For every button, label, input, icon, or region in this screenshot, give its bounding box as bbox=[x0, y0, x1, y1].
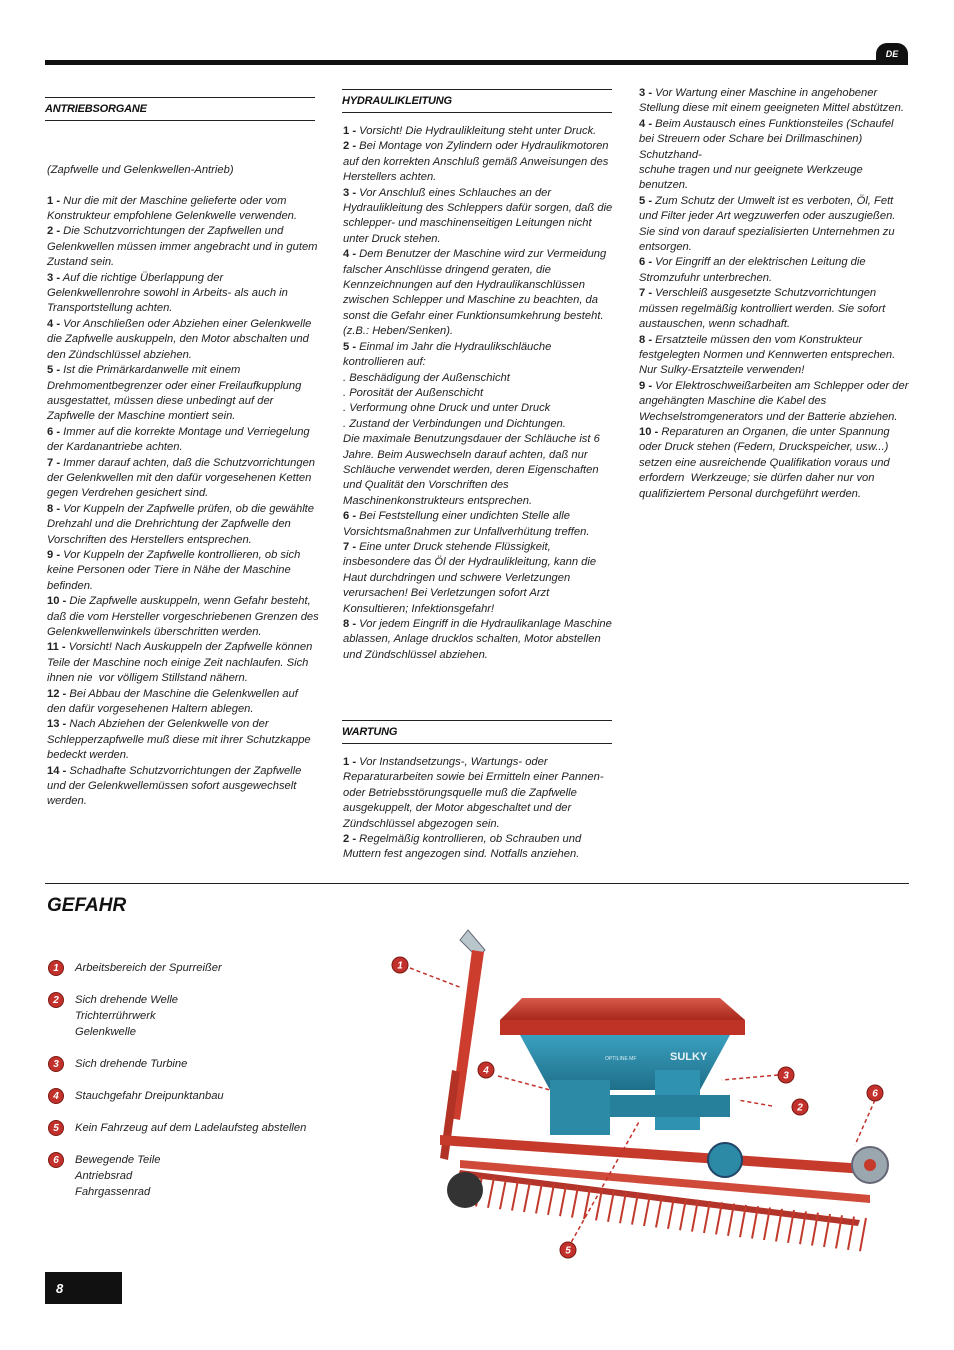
list-item bbox=[343, 755, 615, 832]
legend-item bbox=[48, 1152, 160, 1200]
item-number: 1 - bbox=[47, 194, 61, 207]
tine bbox=[500, 1179, 506, 1209]
list-item bbox=[47, 425, 319, 456]
list-item bbox=[639, 333, 911, 379]
section-divider bbox=[45, 883, 909, 884]
item-number: 3 - bbox=[639, 87, 653, 99]
item-number: 3 - bbox=[343, 186, 357, 199]
list-item bbox=[47, 640, 319, 686]
list-item bbox=[47, 764, 319, 810]
item-number: 2 - bbox=[343, 833, 357, 846]
item-text: Vor Kuppeln der Zapfwelle prüfen, ob die gewählte Drehzahl und die Drehrichtung der Zapfwelle den Vorschriften des Herstellers entsprechen. bbox=[47, 502, 318, 546]
item-number: 7 - bbox=[47, 456, 61, 469]
section-heading-hydraulikleitung: HYDRAULIKLEITUNG bbox=[342, 89, 612, 113]
list-item bbox=[639, 425, 911, 502]
callout-number: 1 bbox=[397, 960, 403, 972]
legend-item bbox=[48, 1120, 306, 1136]
list-item bbox=[47, 224, 319, 270]
list-item bbox=[47, 456, 319, 502]
legend-number-badge: 1 bbox=[48, 960, 64, 976]
legend-item bbox=[48, 992, 178, 1040]
item-text: Nach Abziehen der Gelenkwelle von der Schlepperzapfwelle muß diese mit ihrer Schutzkappe bedeckt werden. bbox=[47, 718, 314, 762]
callout-number: 3 bbox=[783, 1070, 789, 1082]
legend-number-badge: 5 bbox=[48, 1120, 64, 1136]
harrow-tines bbox=[464, 1175, 866, 1251]
tine bbox=[608, 1191, 614, 1222]
antriebsorgane-text bbox=[47, 132, 322, 810]
item-number: 8 - bbox=[343, 618, 357, 630]
legend-number-badge: 4 bbox=[48, 1088, 64, 1104]
brand-label: SULKY bbox=[670, 1051, 708, 1063]
callout-number: 5 bbox=[565, 1245, 571, 1257]
item-text: Vorsicht! Die Hydraulikleitung steht unter Druck. bbox=[356, 125, 597, 137]
list-item bbox=[343, 139, 615, 185]
top-rule bbox=[45, 60, 907, 65]
list-item bbox=[343, 247, 615, 339]
item-number: 5 - bbox=[343, 340, 357, 353]
item-number: 6 - bbox=[639, 256, 653, 269]
callout-badge bbox=[560, 1242, 576, 1258]
item-number: 4 - bbox=[639, 117, 653, 130]
hydraulikleitung-text bbox=[343, 124, 615, 663]
callout-badge bbox=[778, 1067, 794, 1083]
item-number: 4 - bbox=[47, 317, 61, 330]
legend-text: Kein Fahrzeug auf dem Ladelaufsteg abstellen bbox=[75, 1122, 307, 1134]
legend-text: Stauchgefahr Dreipunktanbau bbox=[75, 1090, 224, 1102]
list-item bbox=[47, 363, 319, 425]
list-item bbox=[343, 186, 615, 248]
section-heading-antriebsorgane: ANTRIEBSORGANE bbox=[45, 97, 315, 121]
item-text: Vor Eingriff an der elektrischen Leitung die Stromzufuhr unterbrechen. bbox=[639, 256, 869, 284]
item-text: Vor Anschließen oder Abziehen einer Gelenkwelle die Zapfwelle auskuppeln, den Motor abschalten und den Zündschlüssel abziehen. bbox=[47, 317, 315, 361]
item-text: Einmal im Jahr die Hydraulikschläuche kontrollieren auf: . Beschädigung der Außenschicht . Porosität der Außenschicht . Verformung ohne Druck und unter Druck . Zustand der Verbindungen und Dichtungen. Die maximale Benutzungsdauer der Schläuche ist 6 Jahre. Beim Auswechseln darauf achten, daß nur Schläuche verwendet werden, deren Eigenschaften und Qualität den Vorschriften des Maschinenkonstrukteurs entsprechen. bbox=[343, 340, 600, 507]
tine bbox=[560, 1185, 566, 1216]
item-text: Vorsicht! Nach Auskuppeln der Zapfwelle können Teile der Maschine noch einige Zeit nachlaufen. Sich ihnen nie vor völligem Stillstand nähern. bbox=[47, 641, 316, 685]
item-number: 2 - bbox=[47, 225, 61, 238]
legend-item bbox=[48, 1056, 187, 1072]
tine bbox=[536, 1183, 542, 1214]
item-number: 5 - bbox=[639, 194, 653, 207]
tine bbox=[488, 1178, 494, 1208]
legend-item bbox=[48, 960, 222, 976]
callout-badge bbox=[392, 957, 408, 973]
gefahr-title: GEFAHR bbox=[47, 895, 127, 916]
tine bbox=[860, 1218, 866, 1251]
item-number: 7 - bbox=[343, 540, 357, 553]
list-item bbox=[639, 194, 911, 256]
tine bbox=[548, 1184, 554, 1215]
callout-number: 6 bbox=[872, 1088, 878, 1100]
item-text: Ist die Primärkardanwelle mit einem Drehmomentbegrenzer oder einer Freilaufkupplung ausgestattet, müssen diese unbedingt auf der Zapfwelle der Maschine montiert sein. bbox=[47, 364, 305, 423]
item-text: Vor Anschluß eines Schlauches an der Hydraulikleitung des Schleppers dafür sorgen, daß die schlepper- und maschinenseitigen Leitungen nicht unter Druck stehen. bbox=[343, 186, 616, 245]
item-text: Zum Schutz der Umwelt ist es verboten, Öl, Fett und Filter jeder Art wegzuwerfen oder auszugießen. Sie sind von darauf spezialisierten Unternehmen zu entsorgen. bbox=[639, 194, 899, 254]
item-number: 6 - bbox=[343, 510, 357, 523]
item-text: Verschleiß ausgesetzte Schutzvorrichtungen müssen regelmäßig kontrolliert werden. Sie sofort austauschen, wenn schadhaft. bbox=[639, 287, 889, 331]
list-item bbox=[639, 255, 911, 286]
tine bbox=[572, 1187, 578, 1218]
page-number: 8 bbox=[45, 1272, 122, 1304]
callout-badge bbox=[478, 1062, 494, 1078]
item-number: 9 - bbox=[47, 548, 61, 561]
list-item bbox=[47, 717, 319, 763]
item-text: Schadhafte Schutzvorrichtungen der Zapfwelle und der Gelenkwellemüssen sofort ausgewechselt werden. bbox=[47, 764, 305, 808]
item-number: 3 - bbox=[47, 271, 61, 284]
callout-badge bbox=[792, 1099, 808, 1115]
item-text: Vor Instandsetzungs-, Wartungs- oder Reparaturarbeiten sowie bei Ermitteln einer Pannen- oder Betriebsstörungsquelle muß die Zapfwelle ausgekuppelt, der Motor abgeschaltet und der Zündschlüssel abgezogen sein. bbox=[343, 756, 607, 830]
item-number: 4 - bbox=[343, 248, 357, 261]
list-item bbox=[47, 502, 319, 548]
item-number: 1 - bbox=[343, 756, 357, 768]
item-text: Vor jedem Eingriff in die Hydraulikanlage Maschine ablassen, Anlage drucklos schalten, Motor abstellen und Zündschlüssel abziehen. bbox=[343, 618, 615, 661]
list-item bbox=[47, 317, 319, 363]
list-item bbox=[639, 86, 911, 117]
tine bbox=[512, 1180, 518, 1210]
list-item bbox=[343, 340, 615, 509]
item-number: 12 - bbox=[47, 687, 67, 700]
item-number: 1 - bbox=[343, 125, 357, 137]
item-text: Ersatzteile müssen den vom Konstrukteur festgelegten Normen und Kennwerten entsprechen. Nur Sulky-Ersatzteile verwenden! bbox=[639, 333, 899, 377]
section-heading-wartung: WARTUNG bbox=[342, 720, 612, 744]
list-item bbox=[639, 117, 911, 194]
list-item bbox=[343, 617, 615, 663]
list-item bbox=[639, 379, 911, 425]
list-item bbox=[343, 509, 615, 540]
item-text: Nur die mit der Maschine gelieferte oder vom Konstrukteur empfohlene Gelenkwelle verwenden. bbox=[47, 194, 297, 223]
list-item bbox=[47, 548, 319, 594]
list-item bbox=[343, 540, 615, 617]
wartung-continued-text bbox=[639, 86, 911, 502]
item-number: 14 - bbox=[47, 764, 67, 777]
item-number: 6 - bbox=[47, 425, 61, 438]
callout-badge bbox=[867, 1085, 883, 1101]
tine bbox=[524, 1182, 530, 1213]
seed-drill-illustration bbox=[397, 920, 920, 1265]
item-text: Vor Elektroschweißarbeiten am Schlepper oder der angehängten Maschine die Kabel des Wechselstromgenerators und der Batterie abziehen. bbox=[639, 379, 912, 423]
item-text: Vor Kuppeln der Zapfwelle kontrollieren, ob sich keine Personen oder Tiere in Nähe der Maschine befinden. bbox=[47, 548, 304, 592]
item-text: Regelmäßig kontrollieren, ob Schrauben und Muttern fest angezogen sind. Notfalls anziehen. bbox=[343, 833, 585, 861]
item-text: Die Schutzvorrichtungen der Zapfwellen und Gelenkwellen müssen immer angebracht und in gutem Zustand sein. bbox=[47, 225, 321, 269]
hopper bbox=[500, 998, 745, 1090]
track-marker-arm bbox=[440, 930, 485, 1160]
item-number: 7 - bbox=[639, 287, 653, 300]
item-text: Bei Feststellung einer undichten Stelle alle Vorsichtsmaßnahmen zur Unfallverhütung treffen. bbox=[343, 510, 590, 538]
legend-number-badge: 2 bbox=[48, 992, 64, 1008]
tine bbox=[596, 1189, 602, 1220]
item-text: Vor Wartung einer Maschine in angehobener Stellung diese mit einem geeigneten Mittel abstützen. bbox=[639, 87, 904, 115]
list-item bbox=[47, 687, 319, 718]
item-number: 10 - bbox=[47, 595, 67, 608]
item-number: 5 - bbox=[47, 364, 61, 377]
item-text: Bei Montage von Zylindern oder Hydraulikmotoren auf den korrekten Anschluß gemäß Anweisungen des Herstellers achten. bbox=[343, 140, 612, 184]
list-item bbox=[639, 286, 911, 332]
list-item bbox=[47, 271, 319, 317]
item-text: Immer auf die korrekte Montage und Verriegelung der Kardanantriebe achten. bbox=[47, 425, 313, 454]
item-text: Immer darauf achten, daß die Schutzvorrichtungen der Gelenkwellen mit den dafür vorgesehenen Ketten gegen Verdrehen gesichert sind. bbox=[47, 456, 319, 500]
item-text: Bei Abbau der Maschine die Gelenkwellen auf den dafür vorgesehenen Haltern ablegen. bbox=[47, 687, 301, 716]
legend-text: Sich drehende Turbine bbox=[75, 1058, 188, 1070]
item-number: 10 - bbox=[639, 425, 659, 438]
list-item bbox=[343, 124, 615, 139]
item-number: 2 - bbox=[343, 140, 357, 153]
model-label: OPTILINE MF bbox=[605, 1056, 637, 1062]
intro-text: (Zapfwelle und Gelenkwellen-Antrieb) bbox=[47, 163, 234, 176]
item-number: 8 - bbox=[639, 333, 653, 346]
item-text: Reparaturen an Organen, die unter Spannung oder Druck stehen (Federn, Druckspeicher, usw...) setzen eine ausreichende Qualifikation voraus und erfordern Werkzeuge; sie dürfen daher nur von qualifiziertem Personal durchgeführt werden. bbox=[639, 425, 893, 500]
language-badge: DE bbox=[876, 43, 908, 65]
callout-number: 4 bbox=[483, 1065, 489, 1077]
wartung-text bbox=[343, 755, 615, 863]
legend-text: Bewegende Teile Antriebsrad Fahrgassenrad bbox=[75, 1154, 161, 1198]
legend-item bbox=[48, 1088, 224, 1104]
item-number: 11 - bbox=[47, 641, 66, 654]
legend-number-badge: 6 bbox=[48, 1152, 64, 1168]
item-text: Eine unter Druck stehende Flüssigkeit, insbesondere das Öl der Hydraulikleitung, kann die Haut durchdringen und schwere Verletzungen verursachen! Bei Verletzungen sofort Arzt Konsultieren; Infektionsgefahr! bbox=[343, 540, 600, 615]
item-text: Dem Benutzer der Maschine wird zur Vermeidung falscher Anschlüsse dringend geraten, die Kennzeichnungen auf den Hydraulikanschlüssen zwischen Schlepper und Maschine zu beachten, da sonst die Gefahr einer Funktionsumkehrung besteht. (z.B.: Heben/Senken). bbox=[343, 248, 610, 338]
item-number: 13 - bbox=[47, 718, 67, 731]
callout-number: 2 bbox=[797, 1102, 803, 1114]
list-item bbox=[343, 832, 615, 863]
list-item bbox=[47, 194, 319, 225]
item-number: 8 - bbox=[47, 502, 61, 515]
item-text: Beim Austausch eines Funktionsteiles (Schaufel bei Streuern oder Schare bei Drillmaschinen) Schutzhand- schuhe tragen und nur geeignete Werkzeuge benutzen. bbox=[639, 117, 894, 192]
item-number: 9 - bbox=[639, 379, 653, 392]
item-text: Auf die richtige Überlappung der Gelenkwellenrohre sowohl in Arbeits- als auch in Transportstellung achten. bbox=[47, 271, 291, 315]
legend-text: Arbeitsbereich der Spurreißer bbox=[75, 962, 222, 974]
legend-text: Sich drehende Welle Trichterrührwerk Gelenkwelle bbox=[75, 994, 179, 1038]
list-item bbox=[47, 594, 322, 640]
item-text: Die Zapfwelle auskuppeln, wenn Gefahr besteht, daß die vom Hersteller vorgeschriebenen Grenzen des Gelenkwellenwinkels überschritten werden. bbox=[47, 595, 322, 638]
legend-number-badge: 3 bbox=[48, 1056, 64, 1072]
